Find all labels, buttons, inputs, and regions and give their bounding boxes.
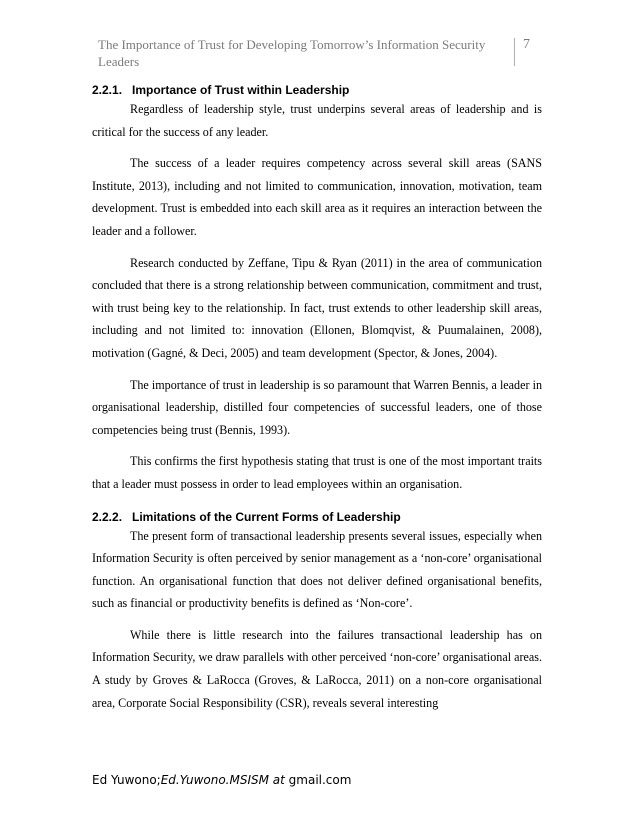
page-number: 7 xyxy=(523,37,530,52)
page-footer xyxy=(92,772,351,788)
paragraph: This confirms the first hypothesis stating that trust is one of the most important traits that a leader must possess in order to lead employees within an organisation. xyxy=(92,454,542,491)
header-divider xyxy=(514,38,515,66)
running-header-title: The Importance of Trust for Developing Tomorrow’s Information Security Leaders xyxy=(98,37,486,69)
paragraph: While there is little research into the failures transactional leadership has on Information Security, we draw parallels with other perceived ‘non-core’ organisational areas. A study by Groves & LaRocca (Groves, & LaRocca, 2011) on a non-core organisational area, Corporate Social Responsibility (CSR), reveals several interesting xyxy=(92,627,542,710)
footer-at: at xyxy=(268,773,289,787)
section-number: 2.2.2. xyxy=(92,509,123,524)
section-title: Importance of Trust within Leadership xyxy=(132,83,350,97)
section-number: 2.2.1. xyxy=(92,83,123,97)
paragraph: Regardless of leadership style, trust underpins several areas of leadership and is critical for the success of any leader. xyxy=(92,102,542,139)
footer-author: Ed Yuwono; xyxy=(92,773,161,787)
page-header xyxy=(98,36,530,70)
section-title: Limitations of the Current Forms of Leadership xyxy=(132,509,401,524)
section-heading xyxy=(92,78,542,100)
document-body xyxy=(92,78,542,723)
section-heading xyxy=(92,505,542,527)
footer-email: Ed.Yuwono.MSISM xyxy=(160,773,269,787)
footer-domain: gmail.com xyxy=(288,773,352,787)
paragraph: The success of a leader requires competency across several skill areas (SANS Institute, 2013), including and not limited to communication, innovation, motivation, team development. Trust is embedded into each skill area as it requires an interaction between the leader and a follower. xyxy=(92,156,542,238)
paragraph: The present form of transactional leadership presents several issues, especially when Information Security is often perceived by senior management as a ‘non-core’ organisational function. An organisational function that does not deliver defined organisational benefits, such as financial or productivity benefits is defined as ‘Non-core’. xyxy=(92,528,542,611)
paragraph: The importance of trust in leadership is so paramount that Warren Bennis, a leader in organisational leadership, distilled four competencies of successful leaders, one of those competencies being trust (Bennis, 1993). xyxy=(92,377,542,437)
paragraph: Research conducted by Zeffane, Tipu & Ryan (2011) in the area of communication concluded that there is a strong relationship between communication, commitment and trust, with trust being key to the relationship. In fact, trust extends to other leadership skill areas, including and not limited to: innovation (Ellonen, Blomqvist, & Puumalainen, 2008), motivation (Gagné, & Deci, 2005) and team development (Spector, & Jones, 2004). xyxy=(92,255,542,360)
